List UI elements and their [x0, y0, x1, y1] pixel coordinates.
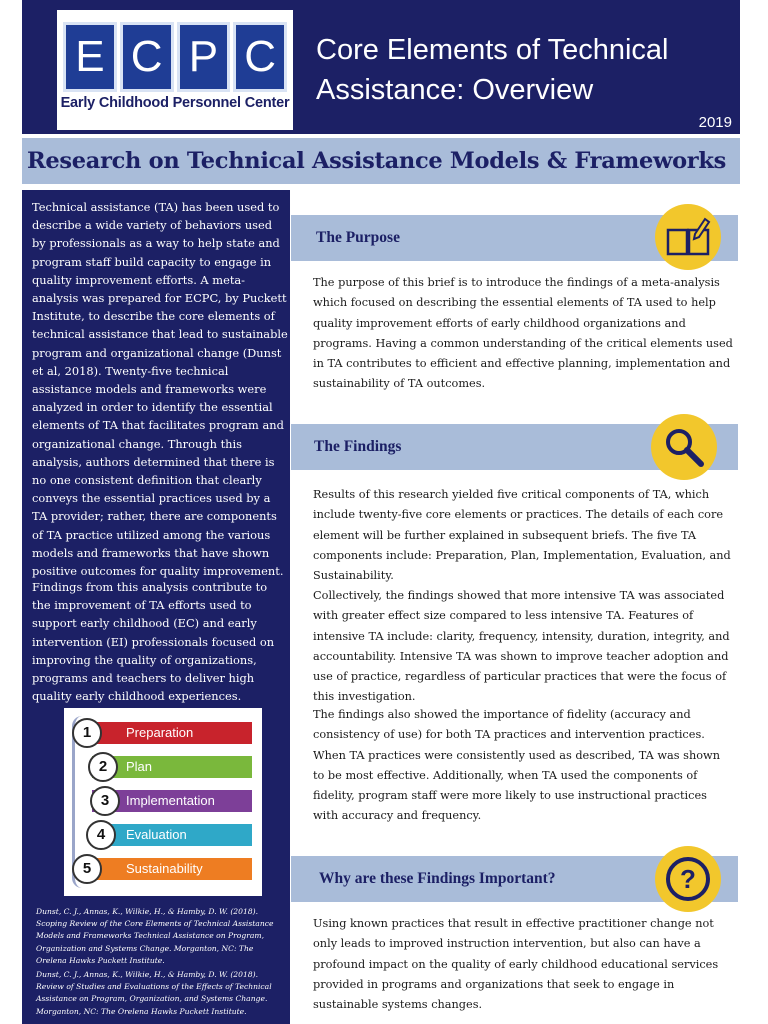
- findings-paragraph-3: The findings also showed the importance of fidelity (accuracy and consistency of use) for both TA practices and intervention practices. When TA practices were consistently used as described, TA was shown to be most effective. Additionally, when TA used the components of fidelity, program staff were more likely to use instructional practices with accuracy and frequency.: [313, 708, 720, 823]
- step-label: Preparation: [126, 725, 194, 740]
- step-evaluation: [92, 824, 252, 846]
- logo-letter: E: [63, 22, 117, 92]
- logo-subtitle: Early Childhood Personnel Center: [60, 95, 290, 111]
- publication-year: 2019: [698, 114, 732, 131]
- magnifier-icon: [651, 414, 717, 480]
- step-preparation: [92, 722, 252, 744]
- logo-letter: P: [177, 22, 231, 92]
- step-label: Plan: [126, 759, 153, 774]
- findings-paragraph-1: Results of this research yielded five critical components of TA, which include twenty-five core elements or practices. The details of each core element will be further explained in subsequent briefs. The five TA components include: Preparation, Plan, Implementation, Evaluation, and Sustainability.: [313, 488, 731, 583]
- question-mark-icon: [655, 846, 721, 912]
- document-title: Core Elements of Technical Assistance: Overview: [316, 34, 669, 106]
- step-sustainability: [92, 858, 252, 880]
- open-book-pencil-icon: [655, 204, 721, 270]
- sidebar-paragraph-intro: Technical assistance (TA) has been used to describe a wide variety of behaviors used by professionals as a way to help state and program staff build capacity to engage in quality improvement efforts. A meta-analysis was prepared for ECPC, by Puckett Institute, to describe the core elements of technical assistance that lead to sustainable program and organizational change (Dunst et al, 2018). Twenty-five technical assistance models and frameworks were analyzed in order to identify the essential elements of TA that facilitates program and organizational change. Through this analysis, authors determined that there is no one consistent definition that clearly conveys the essential practices used by a TA provider; rather, there are components of TA practice utilized among the various models and frameworks that have shown positive outcomes for quality improvement.: [32, 200, 288, 579]
- reference-item: Dunst, C. J., Annas, K., Wilkie, H., & Hamby, D. W. (2018). Review of Studies and Evaluations of the Effects of Technical Assistance on Program, Organization, and Systems Change. Morganton, NC: The Orelena Hawks Puckett Institute.: [36, 970, 272, 1016]
- findings-title: The Findings: [314, 438, 402, 455]
- step-label: Implementation: [126, 793, 215, 808]
- findings-paragraph-2: Collectively, the findings showed that more intensive TA was associated with greater effect size compared to less intensive TA. Features of intensive TA include: clarity, frequency, intensity, duration, integrity, and accountability. Intensive TA was shown to improve teacher adoption and use of practice, regardless of particular practices that were the focus of this investigation.: [313, 589, 730, 704]
- step-number: 4: [86, 820, 116, 850]
- sidebar-paragraph-findings: Findings from this analysis contribute to the improvement of TA efforts used to support early childhood (EC) and early intervention (EI) professionals focused on improving the quality of organizations, programs and teachers to deliver high quality early childhood experiences.: [32, 580, 275, 704]
- step-label: Sustainability: [126, 861, 203, 876]
- purpose-text: The purpose of this brief is to introduce the findings of a meta-analysis which focused on describing the essential elements of TA used to help quality improvement efforts of early childhood organizations and programs. Having a common understanding of the critical elements used in TA contributes to efficient and effective planning, implementation and sustainability of TA outcomes.: [313, 276, 733, 391]
- logo-letter: C: [120, 22, 174, 92]
- svg-text:?: ?: [680, 864, 696, 894]
- section-banner: [22, 138, 740, 184]
- step-number: 3: [90, 786, 120, 816]
- ecpc-logo: [57, 10, 293, 130]
- logo-letter: C: [233, 22, 287, 92]
- reference-item: Dunst, C. J., Annas, K., Wilkie, H., & Hamby, D. W. (2018). Scoping Review of the Core Elements of Technical Assistance Models and Frameworks Technical Assistance on Program, Organization and Systems Change. Morganton, NC: The Orelena Hawks Puckett Institute.: [36, 907, 274, 965]
- banner-title: Research on Technical Assistance Models & Frameworks: [27, 148, 726, 174]
- step-label: Evaluation: [126, 827, 187, 842]
- importance-title: Why are these Findings Important?: [319, 870, 556, 887]
- ta-components-diagram: [64, 708, 262, 896]
- purpose-title: The Purpose: [316, 229, 400, 246]
- step-number: 2: [88, 752, 118, 782]
- step-number: 1: [72, 718, 102, 748]
- step-number: 5: [72, 854, 102, 884]
- logo-letters: [63, 22, 287, 92]
- references: [36, 906, 286, 1020]
- importance-text: Using known practices that result in effective practitioner change not only leads to improved instruction intervention, but also can have a profound impact on the quality of early childhood educational services provided in programs and organizations that seek to engage in sustainable systems changes.: [313, 917, 719, 1012]
